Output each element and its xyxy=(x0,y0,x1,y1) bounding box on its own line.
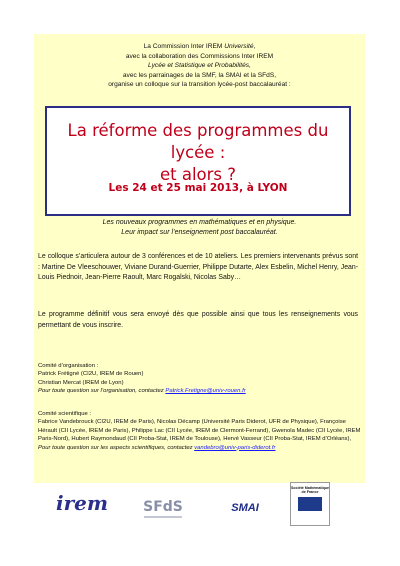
program-paragraph: Le colloque s’articulera autour de 3 conférences et de 10 ateliers. Les premiers intervenants prévus sont : Martine De Vleeschouwer, Viviane Durand-Guerrier, Philippe Dutarte, Alex Esbelin, Michel Henry, Jean-Louis Piednoir, Jean-Pierre Raoult, Marc Rogalski, Nicolas Saby… xyxy=(38,253,358,281)
org-contact: Pour toute question sur l’organisation, contactez Patrick.Fretigne@univ-rouen.fr xyxy=(38,388,246,395)
sci-members: Fabrice Vandebrouck (CI2U, IREM de Paris), Nicolas Décamp (Université Paris Diderot, UFR de Physique), Françoise Hérault (CII Lycée, IREM de Paris), Philippe Lac (CII Lycée, IREM de Clermont-Ferrand), Gwenola Madec (CII Lycée, IREM Paris-Nord), Hubert Raymondaud (CII Proba-Stat, IREM de Toulouse), Hervé Vasseur (CII Proba-Stat, IREM d’Orléans), xyxy=(38,419,361,443)
sci-email-link[interactable]: vandebro@univ-paris-diderot.fr xyxy=(194,444,276,451)
smf-logo-text: Société Mathématique de France xyxy=(291,486,329,495)
subtitle: Les nouveaux programmes en mathématiques et en physique. Leur impact sur l’enseignement post baccalauréat. xyxy=(102,219,297,236)
registration-paragraph: Le programme définitif vous sera envoyé dès que possible ainsi que tous les renseignements vous permettant de vous inscrire. xyxy=(38,311,358,329)
smf-emblem-icon xyxy=(298,497,322,511)
org-email-link[interactable]: Patrick.Fretigne@univ-rouen.fr xyxy=(165,388,246,395)
title-box xyxy=(45,106,351,216)
org-member: Christian Mercat (IREM de Lyon) xyxy=(38,379,124,386)
org-heading: Comité d’organisation : xyxy=(38,363,99,369)
page-title: La réforme des programmes du lycée : et alors ? xyxy=(67,121,329,184)
sfds-logo-text: SFdS xyxy=(143,499,183,515)
smai-logo: SMAI xyxy=(231,502,259,514)
intro-line-3: Lycée et Statistique et Probabilités, xyxy=(148,62,251,70)
poster-page xyxy=(34,34,365,483)
irem-logo: irem xyxy=(56,491,109,515)
organisation-committee xyxy=(38,362,363,396)
smf-logo xyxy=(290,482,330,526)
sci-contact: Pour toute question sur les aspects scientifiques, contactez vandebro@univ-paris-diderot.fr xyxy=(38,444,276,451)
scientific-committee xyxy=(38,410,363,452)
org-member: Patrick Frétigné (CI2U, IREM de Rouen) xyxy=(38,371,144,378)
intro-line-2: avec la collaboration des Commissions Inter IREM xyxy=(125,52,274,60)
logo-row xyxy=(0,488,400,548)
event-dates: Les 24 et 25 mai 2013, à LYON xyxy=(108,182,288,194)
sci-heading: Comité scientifique : xyxy=(38,411,92,417)
sfds-logo xyxy=(140,485,186,525)
intro-block xyxy=(34,42,365,90)
intro-line-1: La Commission Inter IREM Université, xyxy=(143,43,256,50)
intro-line-4: avec les parrainages de la SMF, la SMAI et la SFdS, xyxy=(122,71,277,79)
intro-line-5: organise un colloque sur la transition lycée-post baccalauréat : xyxy=(108,81,291,89)
